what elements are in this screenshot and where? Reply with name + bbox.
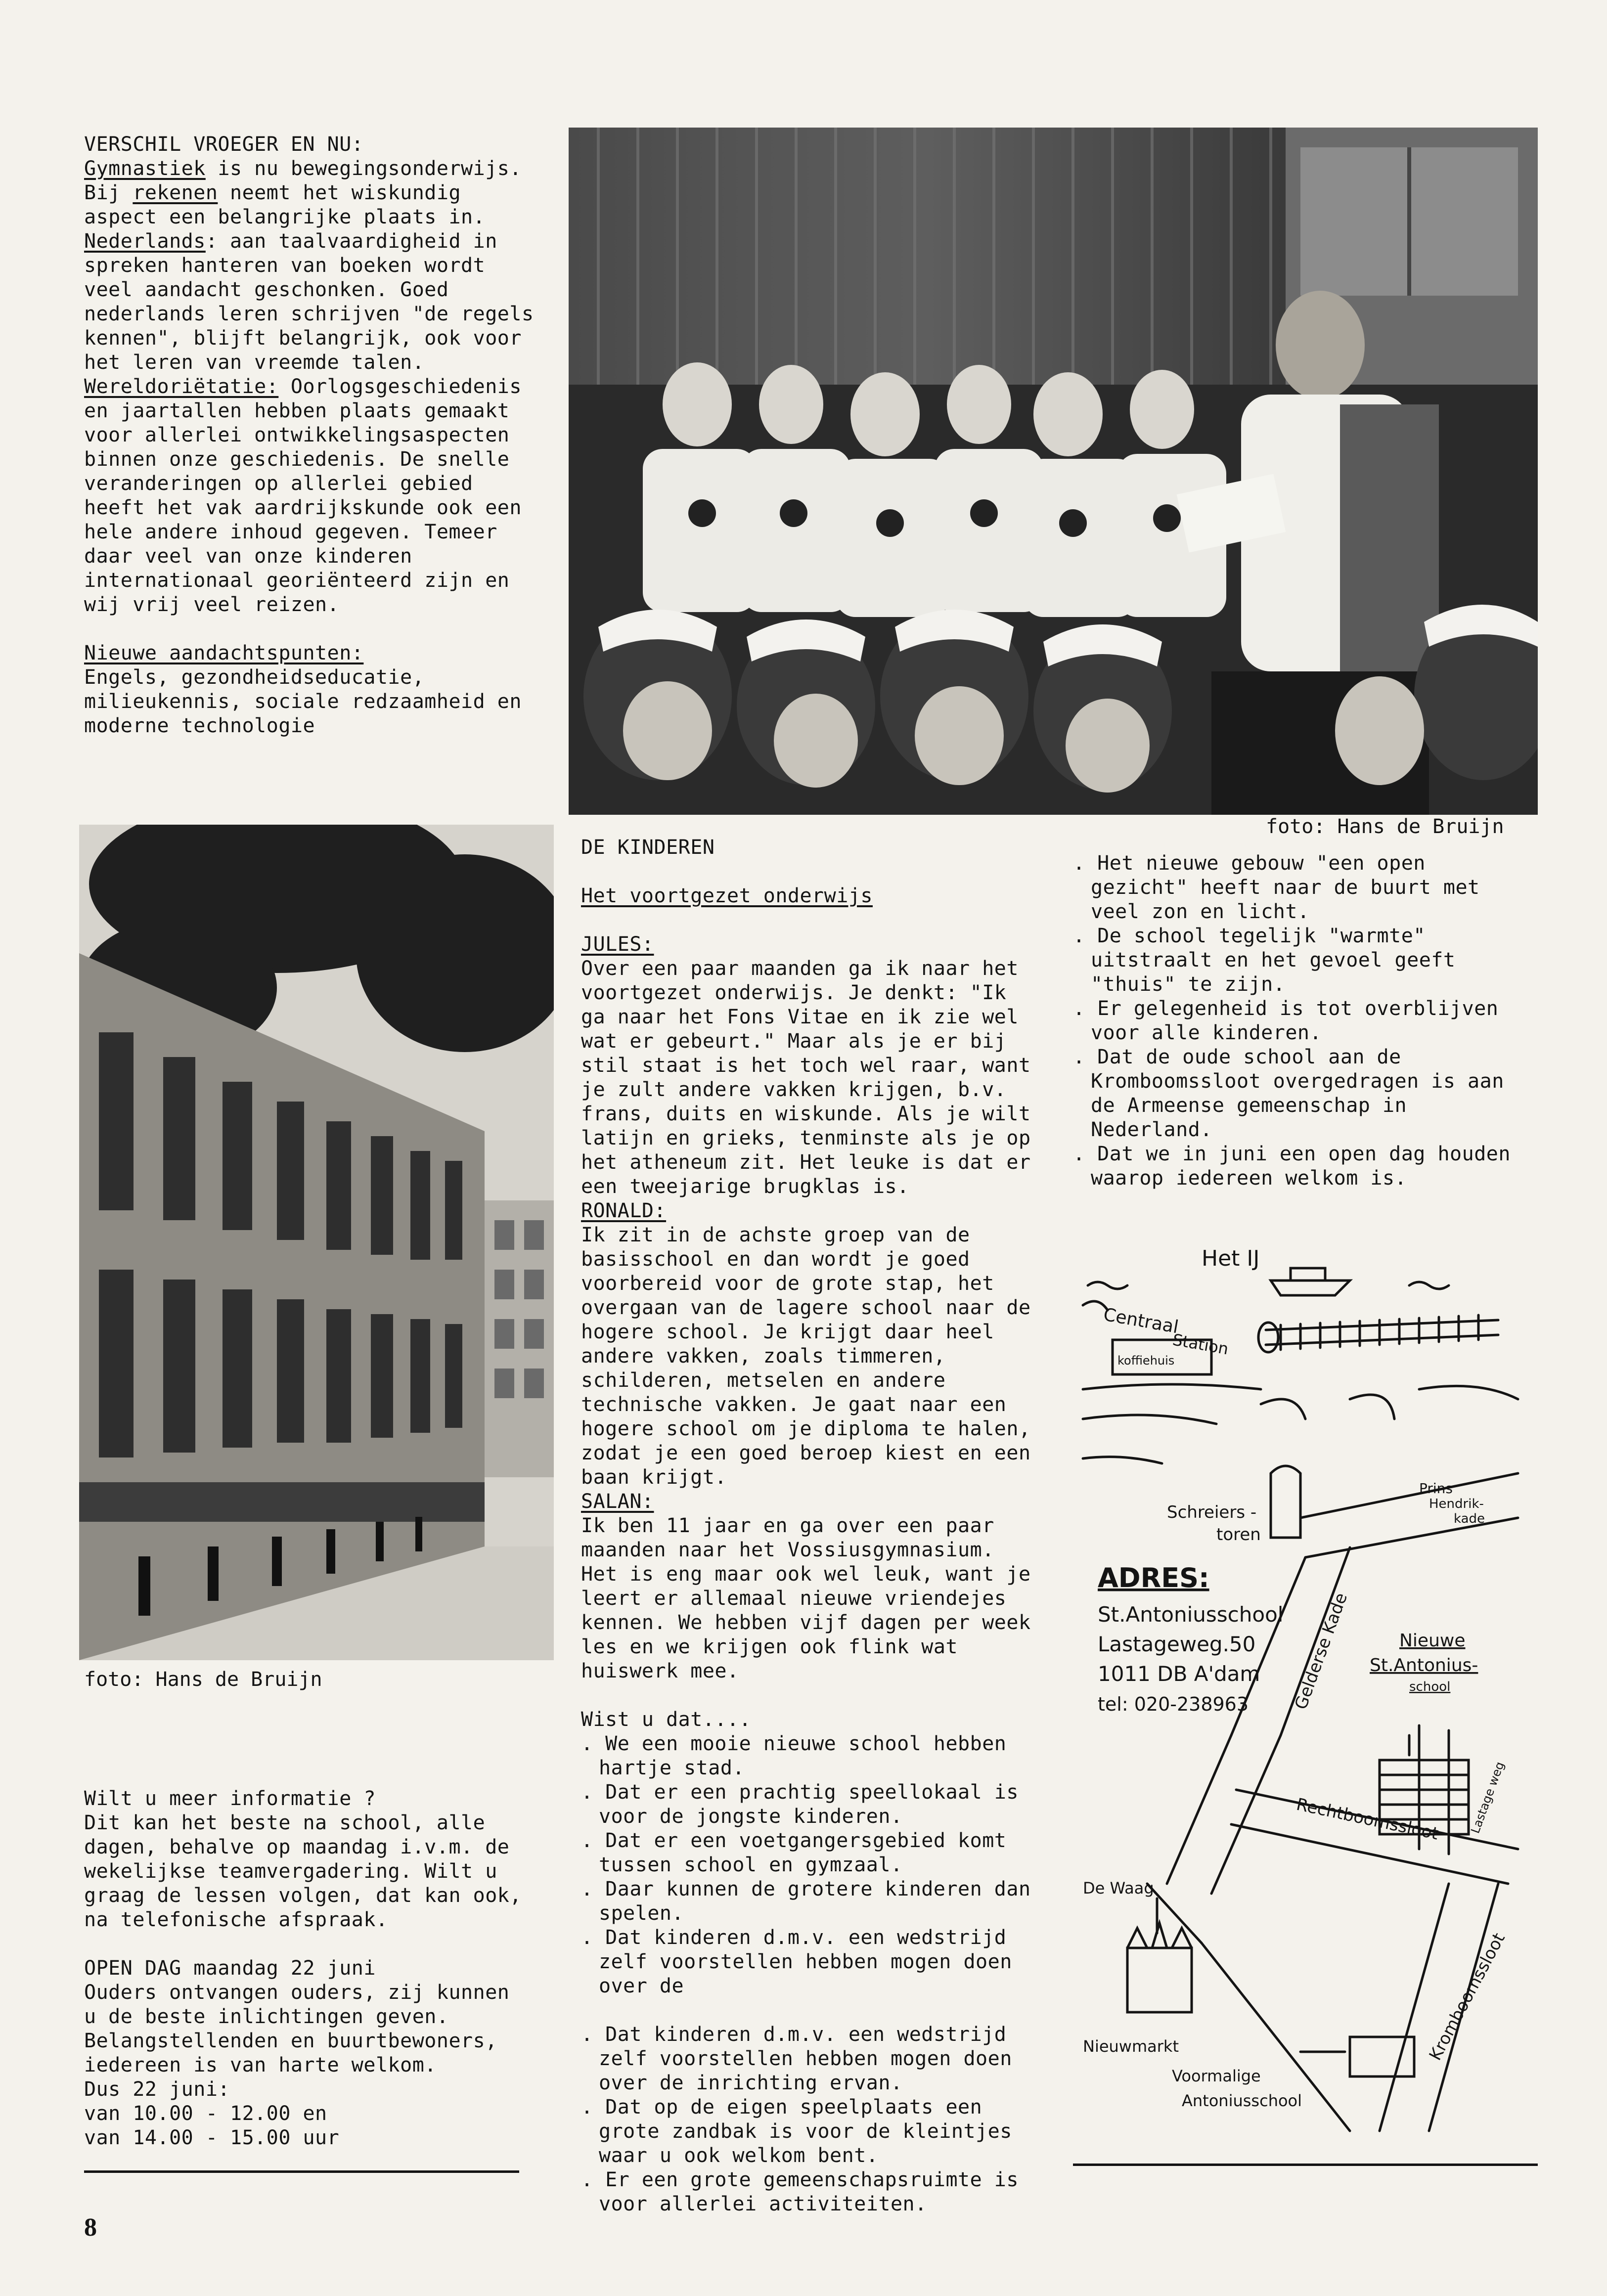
map-adres-heading: ADRES: bbox=[1098, 1562, 1209, 1593]
wist-item-text: Er een grote gemeenschapsruimte is voor allerlei activiteiten. bbox=[599, 2168, 1019, 2215]
kinderen-heading: DE KINDEREN bbox=[581, 836, 715, 859]
list-item: . Het nieuwe gebouw "een open gezicht" heeft naar de buurt met veel zon en licht. bbox=[1073, 852, 1480, 923]
list-item: . De school tegelijk "warmte" uitstraalt en het gevoel geeft "thuis" te zijn. bbox=[1073, 925, 1456, 996]
ronald-text: Ik zit in de achste groep van de basisschool en dan wordt je goed voorbereid voor de grote stap, het overgaan van de lagere school naar de hogere school. Je krijgt daar heel andere vakken, zoals timmeren, schilderen, metselen en andere technische vakken. Je gaat naar een hogere school om je diploma te halen, zodat je een goed beroep kiest en een baan krijgt. bbox=[581, 1224, 1031, 1489]
text-nieuwe: Engels, gezondheidseducatie, milieukennis, sociale redzaamheid en moderne technologie bbox=[84, 666, 522, 737]
map-label-schreiers-2: toren bbox=[1216, 1525, 1261, 1545]
map-label-de-waag: De Waag bbox=[1083, 1879, 1154, 1898]
wist-item: . Dat op de eigen speelplaats een grote zandbak is voor de kleintjes waar u ook welkom bent. bbox=[581, 2096, 1012, 2167]
jules-label: JULES: bbox=[581, 933, 654, 956]
list-item-text: Dat we in juni een open dag houden waarop iedereen welkom is. bbox=[1091, 1143, 1511, 1190]
map-label-voormalige-1: Voormalige bbox=[1172, 2067, 1261, 2085]
map-label-prins-2: Hendrik- bbox=[1429, 1497, 1484, 1511]
label-nieuwe: Nieuwe aandachtspunten: bbox=[84, 642, 364, 664]
info-text: Dit kan het beste na school, alle dagen, behalve op maandag i.v.m. de wekelijkse teamvergadering. Wilt u graag de lessen volgen, dat kan ook, na telefonische afspraak. bbox=[84, 1811, 522, 1931]
rule-left bbox=[84, 2170, 519, 2173]
list-item: . Er gelegenheid is tot overblijven voor alle kinderen. bbox=[1073, 997, 1499, 1044]
wist-item: . Dat er een voetgangersgebied komt tussen school en gymzaal. bbox=[581, 1829, 1007, 1876]
wist-item: . We een mooie nieuwe school hebben hartje stad. bbox=[581, 1732, 1007, 1779]
list-item-text: De school tegelijk "warmte" uitstraalt en het gevoel geeft "thuis" te zijn. bbox=[1091, 925, 1456, 996]
kinderen-subheading: Het voortgezet onderwijs bbox=[581, 884, 873, 907]
map-label-lastageweg: Lastage weg bbox=[1468, 1760, 1507, 1836]
map-label-nieuwe-3: school bbox=[1409, 1679, 1451, 1694]
map-label-prins-3: kade bbox=[1454, 1511, 1485, 1526]
label-wereld: Wereldoriëtatie: bbox=[84, 375, 279, 398]
open-dag-text: Ouders ontvangen ouders, zij kunnen u de beste inlichtingen geven. Belangstellenden en buurtbewoners, iedereen is van harte welkom. bbox=[84, 1981, 510, 2076]
map-label-rechtboomssloot: Rechtboomssloot bbox=[1295, 1794, 1440, 1844]
text-gymnastiek: is nu bewegingsonderwijs. bbox=[205, 157, 522, 180]
wist-item-text: Dat er een prachtig speellokaal is voor de jongste kinderen. bbox=[599, 1781, 1019, 1828]
list-item: . Dat de oude school aan de Kromboomssloot overgedragen is aan de Armeense gemeenschap in Nederland. bbox=[1073, 1046, 1504, 1141]
photo-school-building bbox=[79, 825, 554, 1660]
open-dag-heading: OPEN DAG maandag 22 juni bbox=[84, 1957, 376, 1980]
open-dag-date: Dus 22 juni: bbox=[84, 2078, 230, 2101]
photo-building-caption: foto: Hans de Bruijn bbox=[84, 1668, 322, 1691]
photo-children-illustration bbox=[569, 128, 1538, 815]
open-dag-time-1: van 10.00 - 12.00 en bbox=[84, 2102, 327, 2125]
label-gymnastiek: Gymnastiek bbox=[84, 157, 206, 180]
list-item-text: Het nieuwe gebouw "een open gezicht" heeft naar de buurt met veel zon en licht. bbox=[1091, 852, 1480, 923]
map-label-gelderse-kade: Gelderse Kade bbox=[1291, 1590, 1352, 1713]
page-number: 8 bbox=[84, 2213, 97, 2242]
jules-text: Over een paar maanden ga ik naar het voortgezet onderwijs. Je denkt: "Ik ga naar het Fons Vitae en ik zie wel wat er gebeurt." Maar als je er bij stil staat is het toch wel raar, want je zult andere vakken krijgen, b.v. frans, duits en wiskunde. Als je wilt latijn en grieks, tenminste als je op het atheneum zit. Het leuke is dat er een tweejarige brugklas is. bbox=[581, 957, 1031, 1198]
text-nederlands: : aan taalvaardigheid in spreken hanteren van boeken wordt veel aandacht geschonken. Goed nederlands leren schrijven "de regels kennen", blijft belangrijk, ook voor het leren van vreemde talen. bbox=[84, 230, 534, 374]
open-dag-time-2: van 14.00 - 15.00 uur bbox=[84, 2126, 340, 2149]
wist-item: . Daar kunnen de grotere kinderen dan spelen. bbox=[581, 1878, 1031, 1925]
info-block bbox=[84, 1787, 529, 2150]
map-label-kromboomssloot: Kromboomssloot bbox=[1425, 1930, 1510, 2064]
ronald-label: RONALD: bbox=[581, 1199, 667, 1222]
list-item-text: Dat de oude school aan de Kromboomssloot overgedragen is aan de Armeense gemeenschap in Nederland. bbox=[1091, 1046, 1504, 1141]
paragraph-gymnastiek bbox=[84, 157, 539, 181]
salan-text: Ik ben 11 jaar en ga over een paar maanden naar het Vossiusgymnasium. Het is eng maar ook wel leuk, want je leert er allemaal nieuwe vriendejes kennen. We hebben vijf dagen per week les en we krijgen ook flink wat huiswerk mee. bbox=[581, 1514, 1031, 1682]
salan-label: SALAN: bbox=[581, 1490, 654, 1513]
map-label-nieuwmarkt: Nieuwmarkt bbox=[1083, 2037, 1179, 2056]
list-item: . Dat we in juni een open dag houden waarop iedereen welkom is. bbox=[1073, 1143, 1511, 1190]
text-wereld: Oorlogsgeschiedenis en jaartallen hebben plaats gemaakt voor allerlei ontwikkelingsaspecten binnen onze geschiedenis. De snelle veranderingen op allerlei gebied heeft het vak aardrijkskunde ook een hele andere inhoud gegeven. Temeer daar veel van onze kinderen internationaal georiënteerd zijn en wij vrij veel reizen. bbox=[84, 375, 522, 616]
map-label-nieuwe-2: St.Antonius- bbox=[1370, 1655, 1478, 1676]
text-rekenen-pre: Bij bbox=[84, 181, 133, 204]
wist-item-text: Dat er een voetgangersgebied komt tussen school en gymzaal. bbox=[599, 1829, 1007, 1876]
map-label-prins-1: Prins bbox=[1419, 1480, 1453, 1497]
wist-item: . Er een grote gemeenschapsruimte is voor allerlei activiteiten. bbox=[581, 2168, 1019, 2215]
section-heading: VERSCHIL VROEGER EN NU: bbox=[84, 133, 364, 156]
map-label-voormalige-2: Antoniusschool bbox=[1182, 2091, 1302, 2110]
map-address-line-3: 1011 DB A'dam bbox=[1098, 1662, 1260, 1686]
list-item-text: Er gelegenheid is tot overblijven voor alle kinderen. bbox=[1091, 997, 1499, 1044]
wist-item-text: Daar kunnen de grotere kinderen dan spelen. bbox=[599, 1878, 1031, 1925]
photo-children-choir bbox=[569, 128, 1538, 815]
map-address-line-1: St.Antoniusschool bbox=[1098, 1602, 1284, 1627]
map-address-line-2: Lastageweg.50 bbox=[1098, 1632, 1256, 1656]
photo-children-caption: foto: Hans de Bruijn bbox=[1266, 815, 1504, 838]
map-label-nieuwe-1: Nieuwe bbox=[1399, 1631, 1466, 1651]
rule-right bbox=[1073, 2164, 1538, 2166]
paragraph-rekenen bbox=[84, 181, 539, 229]
hand-drawn-map bbox=[1073, 1241, 1538, 2151]
wist-item-text: Dat kinderen d.m.v. een wedstrijd zelf voorstellen hebben mogen doen over de bbox=[599, 1926, 1012, 1997]
text-rekenen: neemt het wiskundig aspect een belangrijke plaats in. bbox=[84, 181, 486, 228]
map-address-line-4: tel: 020-238963 bbox=[1098, 1693, 1249, 1715]
wist-item: . Dat kinderen d.m.v. een wedstrijd zelf voorstellen hebben mogen doen over de inrichting ervan. bbox=[581, 2023, 1012, 2094]
wist-item-text: We een mooie nieuwe school hebben hartje stad. bbox=[599, 1732, 1007, 1779]
info-question: Wilt u meer informatie ? bbox=[84, 1787, 376, 1810]
paragraph-wereld bbox=[84, 375, 539, 617]
map-label-het-ij: Het IJ bbox=[1202, 1246, 1260, 1271]
map-label-station: Station bbox=[1171, 1330, 1230, 1359]
wist-item: . Dat kinderen d.m.v. een wedstrijd zelf voorstellen hebben mogen doen over de bbox=[581, 1926, 1012, 1997]
map-label-koffiehuis: koffiehuis bbox=[1117, 1354, 1175, 1368]
label-nederlands: Nederlands bbox=[84, 230, 206, 253]
wist-item-text: Dat op de eigen speelplaats een grote zandbak is voor de kleintjes waar u ook welkom bent. bbox=[599, 2096, 1012, 2167]
photo-building-illustration bbox=[79, 825, 554, 1660]
paragraph-nederlands bbox=[84, 229, 539, 375]
wist-item-text: Dat kinderen d.m.v. een wedstrijd zelf voorstellen hebben mogen doen over de inrichting ervan. bbox=[599, 2023, 1012, 2094]
wist-heading: Wist u dat.... bbox=[581, 1708, 752, 1731]
middle-column-text bbox=[581, 836, 1041, 2216]
right-column-text bbox=[1073, 851, 1533, 1191]
map-label-centraal: Centraal bbox=[1102, 1304, 1180, 1338]
label-rekenen: rekenen bbox=[133, 181, 218, 204]
left-column-text bbox=[84, 132, 539, 738]
map-label-schreiers-1: Schreiers - bbox=[1167, 1502, 1257, 1522]
wist-item: . Dat er een prachtig speellokaal is voor de jongste kinderen. bbox=[581, 1781, 1019, 1828]
